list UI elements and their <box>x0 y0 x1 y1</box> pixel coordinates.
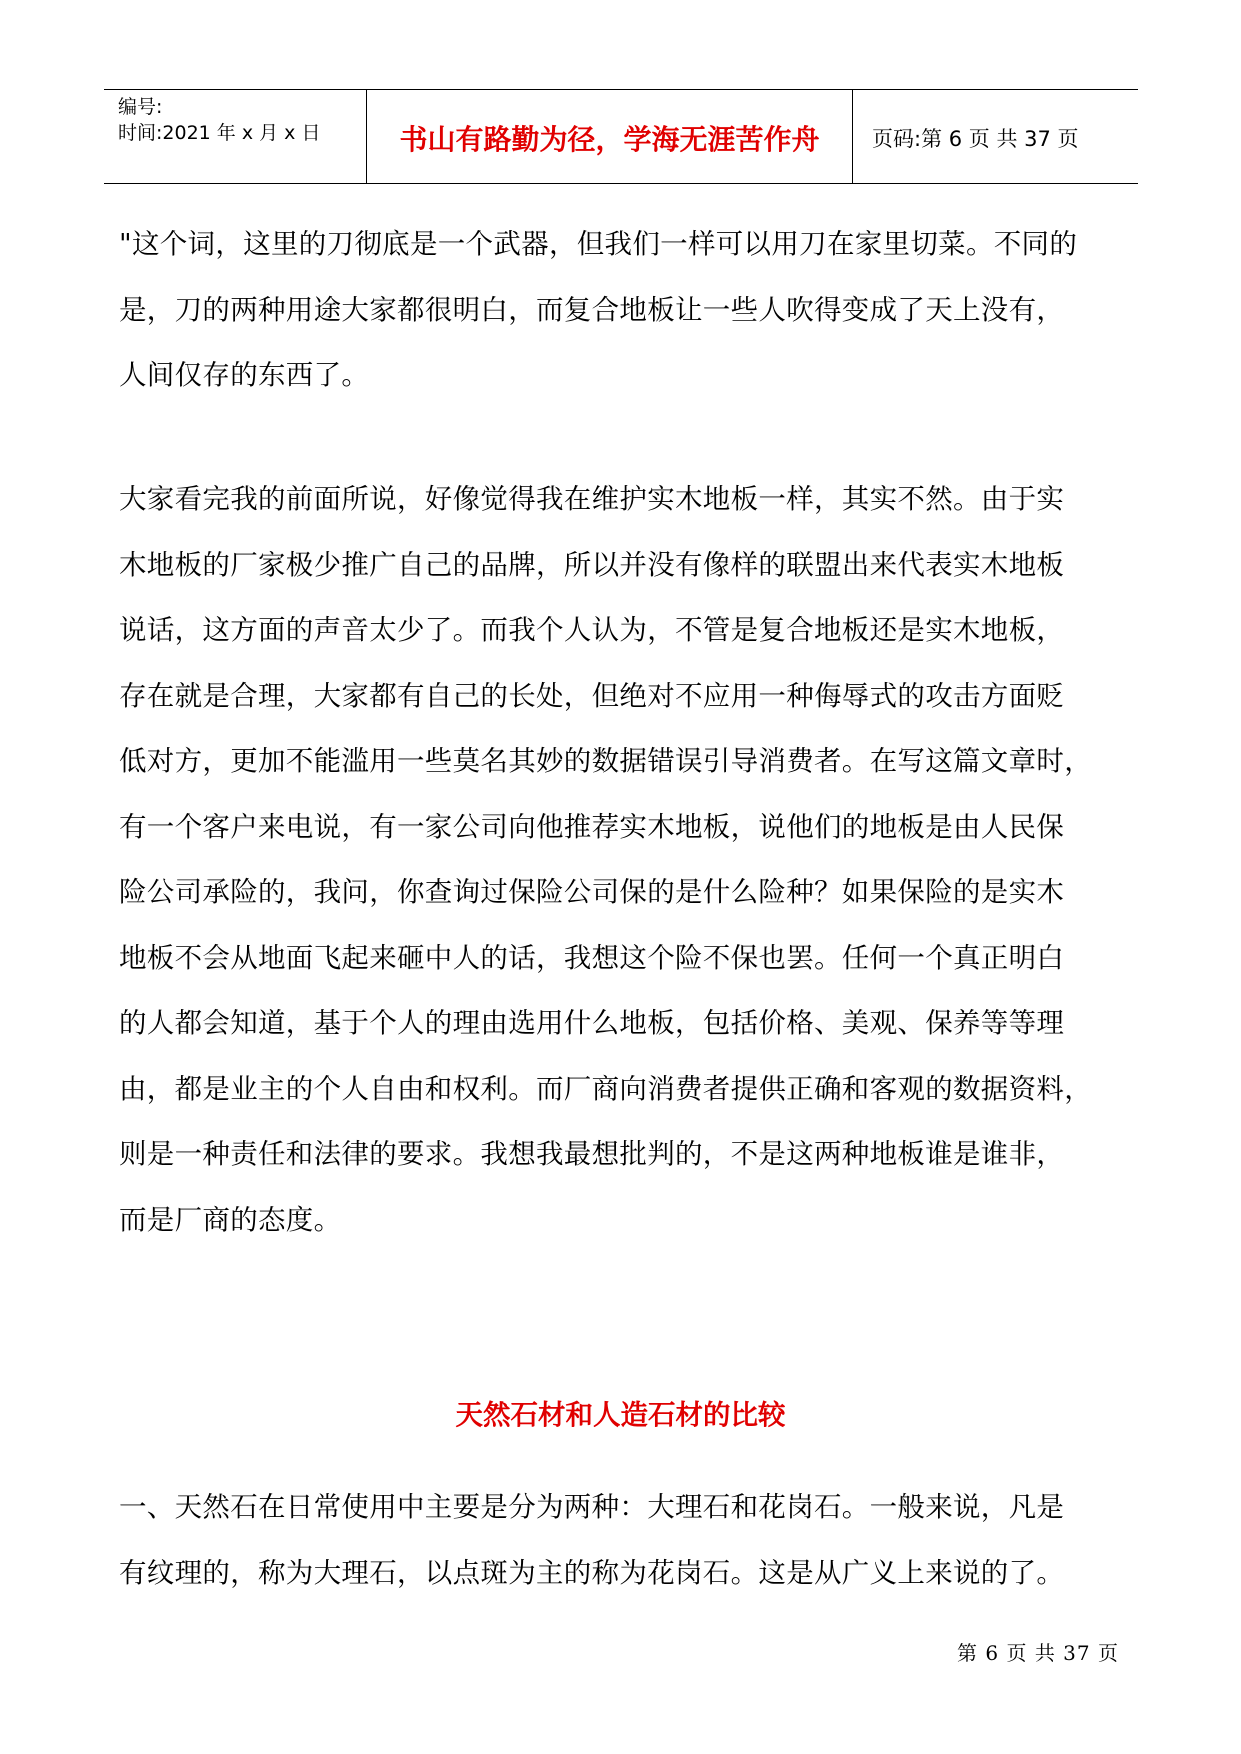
paragraph-line: 而是厂商的态度。 <box>119 1203 342 1236</box>
paragraph-line: 说话，这方面的声音太少了。而我个人认为，不管是复合地板还是实木地板， <box>119 614 1065 646</box>
header-motto-cell <box>367 90 853 183</box>
paragraph-line: 由，都是业主的个人自由和权利。而厂商向消费者提供正确和客观的数据资料， <box>119 1072 1092 1105</box>
paragraph-line: 人间仅存的东西了。 <box>119 359 370 391</box>
paragraph-line: 大家看完我的前面所说，好像觉得我在维护实木地板一样，其实不然。由于实 <box>119 483 1065 515</box>
paragraph-line: 有一个客户来电说，有一家公司向他推荐实木地板，说他们的地板是由人民保 <box>119 810 1065 843</box>
paragraph-3 <box>119 1475 1139 1606</box>
paragraph-line: 的人都会知道，基于个人的理由选用什么地板，包括价格、美观、保养等等理 <box>119 1007 1065 1039</box>
header-info-cell <box>104 90 367 183</box>
header-motto: 书山有路勤为径，学海无涯苦作舟 <box>399 123 820 156</box>
document-time-label: 时间:2021 年 x 月 x 日 <box>118 122 321 144</box>
paragraph-line: 是，刀的两种用途大家都很明白，而复合地板让一些人吹得变成了天上没有， <box>119 293 1065 326</box>
section-title: 天然石材和人造石材的比较 <box>455 1399 786 1431</box>
page-header <box>104 89 1138 184</box>
paragraph-1 <box>119 212 1139 409</box>
paragraph-line: 低对方，更加不能滥用一些莫名其妙的数据错误引导消费者。在写这篇文章时， <box>119 745 1092 777</box>
document-number-label: 编号: <box>118 96 163 118</box>
header-page-cell <box>854 90 1138 183</box>
paragraph-line: 存在就是合理，大家都有自己的长处，但绝对不应用一种侮辱式的攻击方面贬 <box>119 679 1065 712</box>
page-footer: 第 6 页 共 37 页 <box>957 1641 1119 1665</box>
paragraph-line: 则是一种责任和法律的要求。我想我最想批判的，不是这两种地板谁是谁非， <box>119 1138 1065 1170</box>
paragraph-line: 地板不会从地面飞起来砸中人的话，我想这个险不保也罢。任何一个真正明白 <box>119 941 1065 974</box>
paragraph-line: 木地板的厂家极少推广自己的品牌，所以并没有像样的联盟出来代表实木地板 <box>119 548 1065 581</box>
paragraph-line: 有纹理的，称为大理石，以点斑为主的称为花岗石。这是从广义上来说的了。 <box>119 1556 1065 1589</box>
paragraph-2 <box>119 467 1139 1253</box>
paragraph-line: 一、天然石在日常使用中主要是分为两种：大理石和花岗石。一般来说，凡是 <box>119 1491 1065 1523</box>
header-page-number: 页码:第 6 页 共 37 页 <box>872 127 1079 151</box>
paragraph-line: "这个词，这里的刀彻底是一个武器，但我们一样可以用刀在家里切菜。不同的 <box>119 228 1078 260</box>
paragraph-line: 险公司承险的，我问，你查询过保险公司保的是什么险种？如果保险的是实木 <box>119 876 1065 908</box>
